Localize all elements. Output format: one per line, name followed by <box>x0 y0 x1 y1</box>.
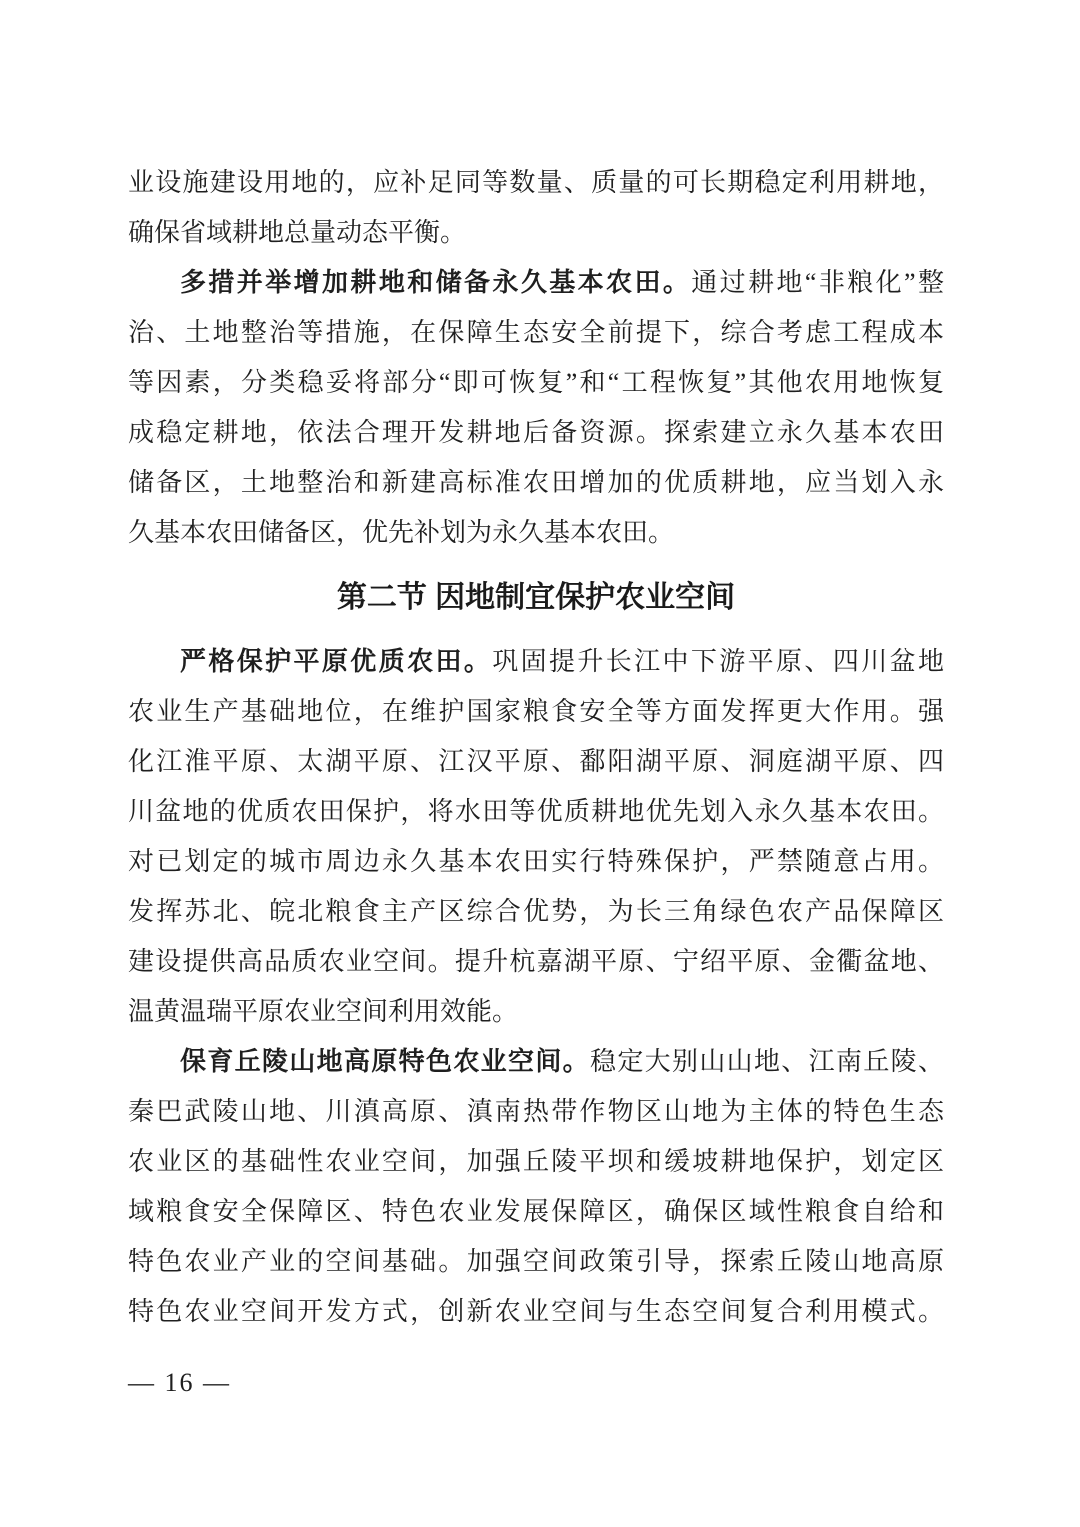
text-line: 特色农业空间开发方式，创新农业空间与生态空间复合利用模式。 <box>128 1297 944 1326</box>
text-line: 对已划定的城市周边永久基本农田实行特殊保护，严禁随意占用。 <box>128 847 944 876</box>
text-line: 发挥苏北、皖北粮食主产区综合优势，为长三角绿色农产品保障区 <box>128 897 944 926</box>
text-line: 治、土地整治等措施，在保障生态安全前提下，综合考虑工程成本 <box>128 318 944 347</box>
text-line: 储备区，土地整治和新建高标准农田增加的优质耕地，应当划入永 <box>128 468 944 497</box>
text-line: 温黄温瑞平原农业空间利用效能。 <box>128 997 519 1026</box>
text-line <box>128 258 944 308</box>
text-line: 建设提供高品质农业空间。提升杭嘉湖平原、宁绍平原、金衢盆地、 <box>128 947 944 976</box>
paragraph-text: 通过耕地“非粮化”整 <box>691 268 944 297</box>
paragraph-multi-measures <box>128 258 944 558</box>
text-line: 农业区的基础性农业空间，加强丘陵平坝和缓坡耕地保护，划定区 <box>128 1147 944 1176</box>
paragraph-protect-plain <box>128 637 944 1037</box>
page-number: — 16 — <box>128 1368 231 1397</box>
text-line: 域粮食安全保障区、特色农业发展保障区，确保区域性粮食自给和 <box>128 1197 944 1226</box>
text-line: 特色农业产业的空间基础。加强空间政策引导，探索丘陵山地高原 <box>128 1247 944 1276</box>
paragraph-lead: 保育丘陵山地高原特色农业空间。 <box>180 1047 590 1076</box>
section-heading: 第二节 因地制宜保护农业空间 <box>336 581 736 614</box>
text-block <box>128 158 944 1403</box>
paragraph-text: 巩固提升长江中下游平原、四川盆地 <box>492 647 944 676</box>
paragraph-continuation <box>128 158 944 258</box>
text-line: 成稳定耕地，依法合理开发耕地后备资源。探索建立永久基本农田 <box>128 418 944 447</box>
paragraph-lead: 严格保护平原优质农田。 <box>180 647 493 676</box>
text-line: 农业生产基础地位，在维护国家粮食安全等方面发挥更大作用。强 <box>128 697 944 726</box>
text-line: 秦巴武陵山地、川滇高原、滇南热带作物区山地为主体的特色生态 <box>128 1097 944 1126</box>
text-line: 确保省域耕地总量动态平衡。 <box>128 218 467 247</box>
paragraph-text: 稳定大别山山地、江南丘陵、 <box>589 1047 944 1076</box>
text-line: 久基本农田储备区，优先补划为永久基本农田。 <box>128 518 675 547</box>
text-line: 等因素，分类稳妥将部分“即可恢复”和“工程恢复”其他农用地恢复 <box>128 368 944 397</box>
text-line: 川盆地的优质农田保护，将水田等优质耕地优先划入永久基本农田。 <box>128 797 944 826</box>
text-line <box>128 637 944 687</box>
text-line: 化江淮平原、太湖平原、江汉平原、鄱阳湖平原、洞庭湖平原、四 <box>128 747 944 776</box>
text-line <box>128 1037 944 1087</box>
text-line: 业设施建设用地的，应补足同等数量、质量的可长期稳定利用耕地， <box>128 168 944 197</box>
paragraph-hilly-highland <box>128 1037 944 1337</box>
paragraph-lead: 多措并举增加耕地和储备永久基本农田。 <box>180 268 692 297</box>
